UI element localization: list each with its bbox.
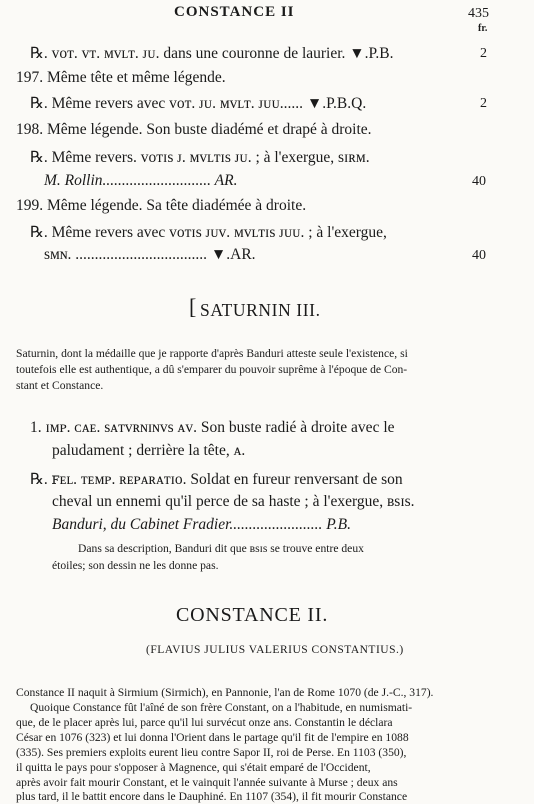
paragraph-line: il quitta le pays pour s'opposer à Magnence, qui s'était emparé de l'Occident, (16, 761, 371, 774)
fr-label: fr. (478, 23, 488, 34)
intro-line: Saturnin, dont la médaille que je rapporte d'après Banduri atteste seule l'existence, si (16, 347, 408, 360)
paragraph-line: Quoique Constance fût l'aîné de son frère Constant, on a l'habitude, en numismati- (30, 701, 413, 714)
page-number: 435 (468, 6, 489, 21)
entry-line: ℞. Même revers. ᴠᴏᴛɪs ᴊ. ᴍᴠʟᴛɪs ᴊᴜ. ; à l'exergue, sɪʀᴍ. (30, 149, 370, 166)
coin-line: paludament ; derrière la tête, ᴀ. (52, 442, 246, 459)
entry-value: 40 (472, 248, 486, 263)
section-subtitle: (FLAVIUS JULIUS VALERIUS CONSTANTIUS.) (146, 644, 404, 656)
entry-line: ℞. Même revers avec ᴠᴏᴛ. ᴊᴜ. ᴍᴠʟᴛ. ᴊᴜᴜ...... ▼.P.B.Q. (30, 95, 367, 112)
bracket-mark: [ (189, 294, 197, 319)
entry-value: 40 (472, 174, 486, 189)
coin-text: Banduri, du Cabinet Fradier........................ P.B. (52, 516, 351, 533)
entry-value: 2 (480, 96, 487, 111)
entry-line: 197. Même tête et même légende. (16, 69, 226, 86)
paragraph-line: plus tard, il le battit encore dans le Dauphiné. En 1107 (354), il fit mourir Constance (16, 790, 408, 803)
coin-line: 1. ɪᴍᴘ. ᴄᴀᴇ. sᴀᴛᴠʀɴɪɴᴠs ᴀᴠ. Son buste radié à droite avec le (30, 419, 395, 436)
running-title: CONSTANCE II (174, 4, 295, 20)
paragraph-line: que, de le placer après lui, parce qu'il lui survécut onze ans. Constantin le déclara (16, 716, 393, 729)
entry-line: 198. Même légende. Son buste diadémé et drapé à droite. (16, 121, 372, 138)
entry-line: sᴍɴ. .................................. ▼.AR. (44, 246, 256, 263)
entry-line: ℞. Même revers avec ᴠᴏᴛɪs ᴊᴜᴠ. ᴍᴠʟᴛɪs ᴊᴜᴜ. ; à l'exergue, (30, 224, 387, 241)
section-heading-constance: CONSTANCE II. (176, 604, 329, 626)
entry-line: ℞. ᴠᴏᴛ. ᴠᴛ. ᴍᴠʟᴛ. ᴊᴜ. dans une couronne de laurier. ▼.P.B. (30, 45, 394, 62)
intro-line: stant et Constance. (16, 379, 104, 392)
entry-value: 2 (480, 46, 487, 61)
intro-line: toutefois elle est authentique, a dû s'emparer du pouvoir suprême à l'époque de Con- (16, 363, 408, 376)
coin-line: cheval un ennemi qu'il perce de sa haste ; à l'exergue, ʙsɪs. (52, 493, 415, 510)
note-line: étoiles; son dessin ne les donne pas. (52, 559, 219, 572)
entry-line: 199. Même légende. Sa tête diadémée à droite. (16, 197, 307, 214)
coin-line (52, 516, 351, 534)
entry-line (44, 172, 237, 190)
paragraph-line: après avoir fait mourir Constant, et le vainquit l'année suivante à Murse ; deux ans (16, 776, 398, 789)
paragraph-line: César en 1076 (323) et lui donna l'Orient dans le partage qu'il fit de l'empire en 1088 (16, 731, 409, 744)
paragraph-line: (335). Ses premiers exploits eurent lieu contre Sapor II, roi de Perse. En 1103 (350), (16, 746, 407, 759)
note-line: Dans sa description, Banduri dit que ʙsɪs se trouve entre deux (78, 542, 364, 555)
paragraph-line: Constance II naquit à Sirmium (Sirmich), en Pannonie, l'an de Rome 1070 (de J.-C., 317). (16, 686, 434, 699)
entry-text: M. Rollin............................ AR. (44, 172, 238, 189)
section-heading-saturnin: SATURNIN III. (200, 300, 321, 320)
coin-line: ℞. ꜰᴇʟ. ᴛᴇᴍᴘ. ʀᴇᴘᴀʀᴀᴛɪᴏ. Soldat en fureur renversant de son (30, 471, 403, 488)
